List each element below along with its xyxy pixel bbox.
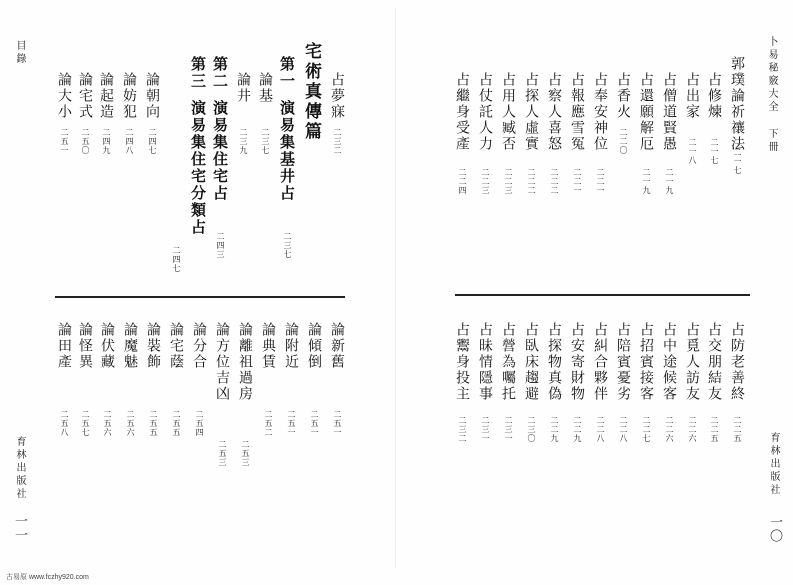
running-header-right: 卜易秘竅大全 下冊 (766, 36, 777, 154)
toc-page-num: 二三七 (261, 128, 270, 155)
toc-page-num: 二四九 (102, 128, 111, 155)
toc-page-num: 二五五 (149, 410, 158, 437)
toc-entry: 占陪賓憂劣 (615, 322, 631, 402)
section-title: 演易集住宅分類占 (189, 100, 207, 236)
toc-page-num: 二三二 (333, 128, 342, 155)
toc-page-num: 二二九 (550, 416, 559, 443)
toc-page-num: 二二五 (710, 416, 719, 443)
toc-page-num: 二五四 (195, 410, 204, 437)
toc-page-num: 二四八 (125, 128, 134, 155)
toc-entry: 占昧情隱事 (477, 322, 493, 402)
toc-page-num: 二五三 (218, 440, 227, 467)
toc-entry: 論井 (235, 72, 251, 104)
toc-page-num: 二一九 (642, 168, 651, 195)
section-rule-left (55, 296, 345, 298)
toc-entry: 論離祖過房 (237, 322, 253, 402)
toc-entry: 占探物真偽 (546, 322, 562, 402)
toc-page-num: 二二六 (688, 416, 697, 443)
toc-page-num: 二二二 (527, 168, 536, 195)
toc-page-num: 二一八 (688, 138, 697, 165)
page-number-left: 一一 (12, 514, 27, 542)
toc-page-num: 二一七 (733, 148, 742, 175)
toc-page-num: 二五七 (81, 410, 90, 437)
toc-page-num: 二三一 (481, 416, 490, 443)
toc-page-num: 二五八 (60, 410, 69, 437)
toc-entry: 占鬻身投主 (454, 322, 470, 402)
toc-entry: 占仗託人力 (477, 72, 493, 152)
section-label: 第三 (189, 56, 207, 90)
toc-entry: 占香火 (615, 72, 631, 120)
toc-entry: 占臥床趨避 (523, 322, 539, 402)
toc-entry: 占奉安神位 (592, 72, 608, 152)
toc-entry: 論基 (257, 72, 273, 104)
toc-entry: 論魔魅 (122, 322, 138, 370)
toc-entry: 占覓人訪友 (684, 322, 700, 402)
toc-entry: 論田產 (56, 322, 72, 370)
toc-page-num: 二二三 (504, 168, 513, 195)
toc-page-num: 二三七 (283, 232, 292, 259)
running-header-left: 目錄 (14, 40, 25, 66)
section-rule-right (455, 294, 750, 296)
toc-entry: 占還願解厄 (638, 72, 654, 152)
toc-page-num: 二五一 (310, 410, 319, 437)
toc-page-num: 二五五 (172, 410, 181, 437)
page-number-right: 一〇 (767, 515, 782, 543)
toc-page-num: 二五三 (241, 440, 250, 467)
section-title: 演易集基井占 (278, 100, 296, 202)
toc-page-num: 二二三 (481, 168, 490, 195)
page-gutter (395, 8, 396, 568)
toc-entry: 論宅蔭 (168, 322, 184, 370)
toc-entry: 占招賓接客 (638, 322, 654, 402)
toc-page-num: 二三二 (458, 416, 467, 443)
category-heading: 宅術真傳篇 (301, 42, 321, 142)
section-label: 第二 (211, 56, 229, 90)
toc-entry: 占營為囑托 (500, 322, 516, 402)
toc-entry: 占報應雪冤 (569, 72, 585, 152)
toc-page-num: 二二〇 (619, 128, 628, 155)
toc-page-num: 二二九 (573, 416, 582, 443)
toc-entry: 占出家 (684, 72, 700, 120)
toc-page-num: 二五二 (264, 410, 273, 437)
toc-page-num: 二三〇 (527, 416, 536, 443)
toc-entry: 占探人虛實 (523, 72, 539, 152)
toc-entry: 占繼身受產 (454, 72, 470, 152)
toc-entry: 郭璞論祈禳法 (729, 56, 745, 152)
toc-page-num: 二五六 (103, 410, 112, 437)
toc-page-num: 二四七 (172, 246, 181, 273)
toc-entry: 論新舊 (329, 322, 345, 370)
toc-page-num: 二四七 (148, 128, 157, 155)
toc-page-num: 二二五 (733, 416, 742, 443)
toc-page-num: 二五〇 (81, 128, 90, 155)
toc-entry: 論朝向 (144, 72, 160, 120)
toc-entry: 論傾倒 (306, 322, 322, 370)
toc-page-num: 二二六 (665, 416, 674, 443)
toc-entry: 占夢寐 (329, 72, 345, 120)
toc-entry: 論附近 (283, 322, 299, 370)
toc-page-num: 二五一 (60, 128, 69, 155)
toc-page-num: 二一七 (710, 138, 719, 165)
toc-page-num: 二二一 (596, 168, 605, 195)
toc-page-num: 二五一 (287, 410, 296, 437)
toc-page-num: 二二七 (642, 416, 651, 443)
toc-page-num: 二三九 (239, 128, 248, 155)
toc-entry: 占中途候客 (661, 322, 677, 402)
toc-entry: 論裝飾 (145, 322, 161, 370)
toc-page-num: 二二八 (619, 416, 628, 443)
section-label: 第一 (278, 56, 296, 90)
toc-entry: 論大小 (56, 72, 72, 120)
toc-page-num: 二五一 (333, 410, 342, 437)
watermark: 古易原 www.fczhy920.com (6, 574, 89, 581)
toc-page-num: 二二一 (573, 168, 582, 195)
toc-entry: 占用人臧否 (500, 72, 516, 152)
toc-entry: 論宅式 (77, 72, 93, 120)
toc-entry: 論方位吉凶 (214, 322, 230, 402)
toc-entry: 論典賃 (260, 322, 276, 370)
toc-page-num: 二四三 (216, 232, 225, 259)
toc-page-num: 二五六 (126, 410, 135, 437)
toc-entry: 論妨犯 (121, 72, 137, 120)
toc-entry: 論起造 (98, 72, 114, 120)
toc-entry: 論怪異 (77, 322, 93, 370)
toc-entry: 占糾合夥伴 (592, 322, 608, 402)
publisher-left: 育林出版社 (14, 436, 25, 501)
toc-entry: 占察人喜怒 (546, 72, 562, 152)
toc-page-num: 二二八 (596, 416, 605, 443)
toc-page-num: 二二四 (458, 168, 467, 195)
toc-entry: 占僧道賢愚 (661, 72, 677, 152)
toc-entry: 占防老善終 (729, 322, 745, 402)
section-title: 演易集住宅占 (211, 100, 229, 202)
toc-page-num: 二二二 (550, 168, 559, 195)
toc-entry: 論伏藏 (99, 322, 115, 370)
toc-page-num: 二一九 (665, 168, 674, 195)
toc-entry: 占安寄財物 (569, 322, 585, 402)
toc-entry: 占修煉 (706, 72, 722, 120)
publisher-right: 育林出版社 (768, 432, 779, 497)
toc-entry: 占交朋結友 (706, 322, 722, 402)
toc-entry: 論分合 (191, 322, 207, 370)
toc-page-num: 二三一 (504, 416, 513, 443)
